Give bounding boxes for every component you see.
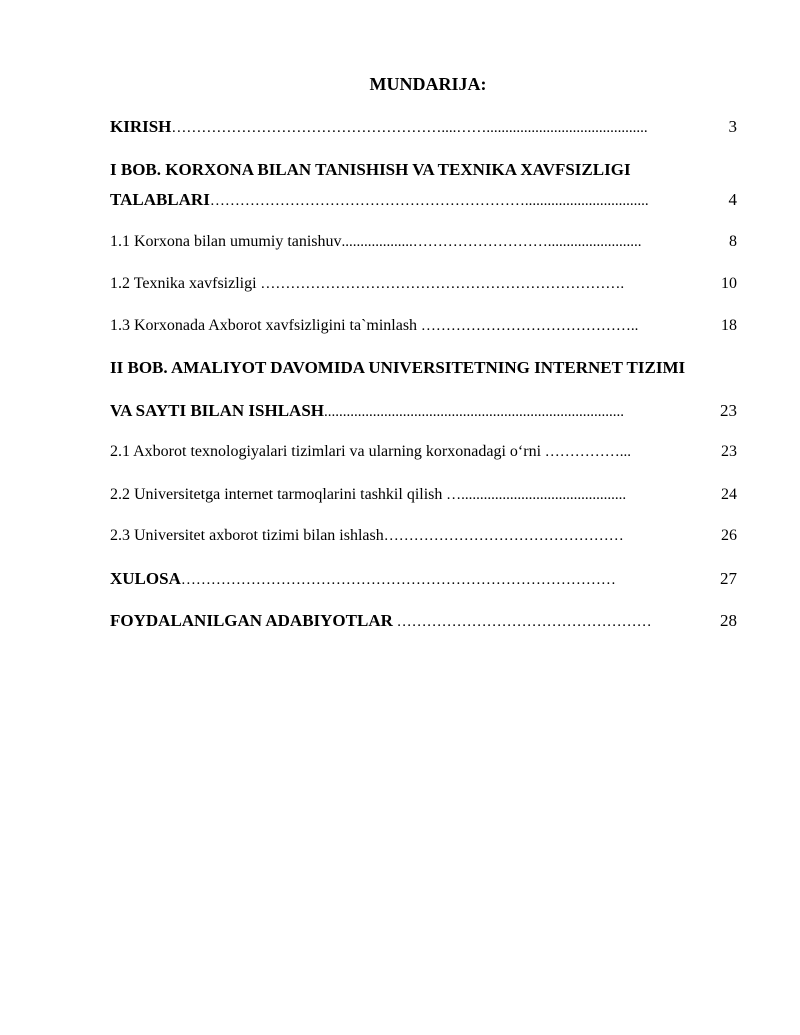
toc-entry-page: 10 (721, 275, 737, 292)
toc-entry-label: XULOSA (110, 569, 181, 588)
toc-entry-page: 27 (720, 569, 737, 588)
toc-entry-page: 24 (721, 486, 737, 503)
toc-entry-chapter-2-line-2 (110, 401, 737, 421)
toc-entry-page: 23 (721, 443, 737, 460)
toc-entry-leader: …............................................ (442, 487, 627, 503)
toc-entry-label: VA SAYTI BILAN ISHLASH (110, 401, 325, 420)
toc-entry-adabiyotlar (110, 611, 737, 631)
toc-entry-leader: …………………………………………… (392, 614, 652, 630)
toc-entry-2-3 (110, 527, 737, 545)
toc-entry-chapter-2-line-1 (110, 358, 737, 378)
toc-entry-label: TALABLARI (110, 190, 210, 209)
toc-entry-label: 2.3 Universitet axborot tizimi bilan ishlash (110, 527, 384, 544)
toc-entry-label: KIRISH (110, 117, 172, 136)
toc-entry-2-1 (110, 443, 737, 461)
toc-entry-leader: ………………………………………… (383, 528, 624, 544)
toc-entry-2-2 (110, 486, 737, 504)
toc-entry-label: 2.2 Universitetga internet tarmoqlarini tashkil qilish (110, 486, 443, 503)
toc-entry-page: 8 (729, 233, 737, 250)
toc-entry-kirish (110, 117, 737, 137)
toc-entry-label: 1.1 Korxona bilan umumiy tanishuv (110, 233, 342, 250)
toc-entry-label: FOYDALANILGAN ADABIYOTLAR (110, 611, 393, 630)
toc-entry-label: I BOB. KORXONA BILAN TANISHISH VA TEXNIKA XAVFSIZLIGI (110, 160, 631, 179)
toc-entry-page: 23 (720, 401, 737, 420)
toc-entry-leader: ………………………………………………………................................. (209, 193, 649, 209)
toc-title: MUNDARIJA: (369, 74, 487, 94)
toc-entry-1-1 (110, 233, 737, 251)
toc-entry-label: 2.1 Axborot texnologiyalari tizimlari va ularning korxonadagi o‘rni (110, 443, 542, 460)
toc-entry-page: 26 (721, 527, 737, 544)
toc-entry-leader: ................................................................................ (324, 404, 625, 420)
toc-entry-page: 18 (721, 317, 737, 334)
toc-entry-leader: ………………………………………………………………. (256, 276, 625, 292)
toc-entry-leader: …………………………………….. (417, 318, 639, 334)
toc-entry-page: 28 (720, 611, 737, 630)
toc-entry-page: 4 (728, 190, 737, 209)
toc-entry-label: 1.2 Texnika xavfsizligi (110, 275, 257, 292)
toc-entry-1-2 (110, 275, 737, 293)
toc-entry-leader: ………………………………………………....……........................................... (171, 120, 648, 136)
toc-entry-label: 1.3 Korxonada Axborot xavfsizligini ta`minlash (110, 317, 418, 334)
toc-entry-chapter-1-line-2 (110, 190, 737, 210)
toc-entry-leader: …………………………………………………………………………… (180, 572, 616, 588)
toc-entry-1-3 (110, 317, 737, 335)
toc-entry-label: II BOB. AMALIYOT DAVOMIDA UNIVERSITETNING INTERNET TIZIMI (110, 358, 686, 377)
toc-entry-chapter-1-line-1 (110, 160, 737, 180)
toc-entry-page: 3 (728, 117, 737, 136)
toc-entry-leader: ...................………………………......................... (341, 234, 642, 250)
toc-entry-leader: ……………... (541, 444, 632, 460)
toc-entry-xulosa (110, 569, 737, 589)
